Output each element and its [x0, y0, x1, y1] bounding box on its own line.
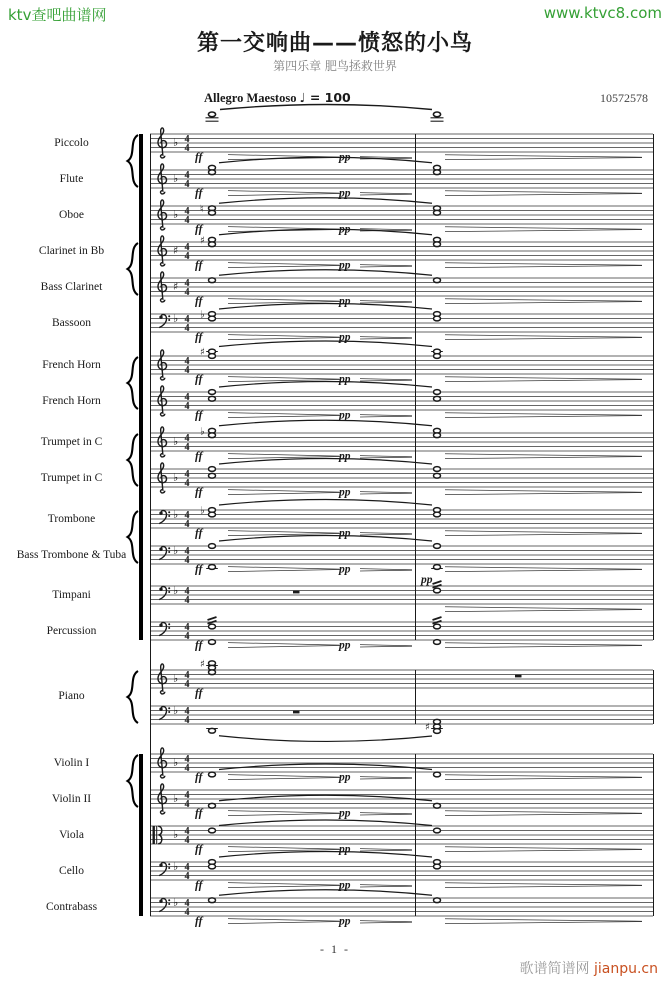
svg-text:4: 4 [184, 441, 190, 453]
barline [653, 754, 654, 916]
svg-text:ff: ff [195, 807, 203, 820]
svg-text:pp: pp [339, 223, 351, 236]
svg-text:♮: ♮ [200, 203, 204, 215]
staff-row-timpani [0, 574, 670, 613]
instrument-label: Piano [58, 690, 85, 702]
footer-site-url: jianpu.cn [593, 961, 658, 977]
svg-text:pp: pp [339, 879, 351, 892]
svg-text:ff: ff [195, 295, 203, 308]
svg-text:4: 4 [184, 250, 190, 262]
svg-text:♭: ♭ [173, 172, 179, 185]
svg-text:4: 4 [184, 554, 190, 566]
svg-text:4: 4 [184, 241, 190, 253]
staff-row-viola [0, 817, 670, 856]
staff-svg [145, 781, 655, 820]
svg-text:pp: pp [339, 843, 351, 856]
staff-rows [0, 125, 670, 928]
svg-text:ff: ff [195, 687, 203, 700]
svg-text:♭: ♭ [173, 435, 179, 448]
svg-text:4: 4 [184, 870, 190, 882]
svg-text:♭: ♭ [173, 860, 179, 873]
svg-text:4: 4 [184, 142, 190, 154]
instrument-label: Bass Clarinet [40, 281, 103, 293]
svg-text:pp: pp [339, 331, 351, 344]
svg-text:4: 4 [184, 169, 190, 181]
instrument-label: Percussion [46, 625, 97, 637]
svg-text:4: 4 [184, 906, 190, 918]
barline [415, 754, 416, 916]
instrument-label: Flute [59, 173, 84, 185]
staff-svg [145, 853, 655, 892]
instrument-label: Violin II [51, 793, 92, 805]
svg-text:pp: pp [339, 639, 351, 652]
brace-icon [125, 242, 139, 296]
svg-text:4: 4 [184, 364, 190, 376]
page-number: - 1 - [320, 942, 350, 956]
staff-svg [145, 197, 655, 236]
instrument-label: Cello [59, 865, 84, 877]
svg-text:♭: ♭ [173, 544, 179, 557]
svg-text:pp: pp [339, 771, 351, 784]
svg-text:ff: ff [195, 486, 203, 499]
svg-text:4: 4 [184, 861, 190, 873]
svg-text:4: 4 [184, 798, 190, 810]
svg-text:pp: pp [339, 486, 351, 499]
group-bracket [139, 134, 143, 640]
serial-number: 10572578 [600, 91, 648, 105]
svg-text:pp: pp [339, 450, 351, 463]
svg-text:pp: pp [339, 409, 351, 422]
svg-text:pp: pp [421, 574, 433, 586]
staff-svg [145, 658, 655, 700]
staff-svg [145, 125, 655, 164]
svg-text:4: 4 [184, 705, 190, 717]
svg-text:♭: ♭ [200, 309, 205, 321]
piccolo-high-notes [145, 88, 655, 125]
svg-text:4: 4 [184, 214, 190, 226]
svg-text:♯: ♯ [425, 722, 430, 733]
staff-svg [145, 305, 655, 344]
svg-text:4: 4 [184, 825, 190, 837]
svg-text:ff: ff [195, 843, 203, 856]
brace-icon [125, 433, 139, 487]
brace-icon [125, 356, 139, 410]
barline [653, 134, 654, 640]
svg-text:pp: pp [339, 527, 351, 540]
instrument-label: Viola [59, 829, 84, 841]
svg-text:pp: pp [339, 295, 351, 308]
instrument-label: Clarinet in Bb [38, 245, 105, 257]
svg-text:pp: pp [339, 807, 351, 820]
svg-text:4: 4 [184, 355, 190, 367]
barline [150, 134, 151, 916]
staff-row-piccolo [0, 125, 670, 164]
svg-text:♯: ♯ [173, 244, 179, 257]
svg-text:♭: ♭ [173, 136, 179, 149]
svg-text:ff: ff [195, 915, 203, 928]
instrument-label: Bass Trombone & Tuba [16, 549, 127, 561]
staff-row-violin-ii [0, 781, 670, 820]
metronome-mark: ♩ = 100 [299, 90, 351, 105]
svg-text:♭: ♭ [173, 896, 179, 909]
svg-text:♭: ♭ [173, 584, 179, 597]
svg-text:♯: ♯ [200, 235, 205, 247]
svg-text:♭: ♭ [173, 508, 179, 521]
staff-row-trumpet-in-c [0, 424, 670, 463]
svg-text:♭: ♭ [200, 426, 205, 438]
svg-text:♯: ♯ [200, 658, 205, 670]
svg-text:4: 4 [184, 714, 190, 726]
instrument-label: Oboe [59, 209, 84, 221]
tempo-strip [0, 88, 670, 125]
page-title: 第一交响曲——愤怒的小鸟 [196, 31, 473, 56]
staff-row-french-horn [0, 383, 670, 422]
group-bracket [139, 754, 143, 916]
staff-svg [145, 233, 655, 272]
svg-text:4: 4 [184, 753, 190, 765]
svg-text:4: 4 [184, 545, 190, 557]
staff-row-french-horn [0, 347, 670, 386]
staff-svg [145, 537, 655, 576]
svg-text:pp: pp [339, 151, 351, 164]
brace-icon [125, 670, 139, 724]
staff-svg [145, 269, 655, 308]
svg-text:♯: ♯ [200, 347, 205, 358]
svg-text:4: 4 [184, 178, 190, 190]
svg-text:♭: ♭ [173, 756, 179, 769]
svg-text:4: 4 [184, 834, 190, 846]
svg-text:4: 4 [184, 585, 190, 597]
instrument-label: French Horn [42, 359, 101, 371]
svg-text:ff: ff [195, 450, 203, 463]
svg-text:ff: ff [195, 563, 203, 576]
svg-text:♯: ♯ [173, 280, 179, 293]
svg-text:pp: pp [339, 187, 351, 200]
svg-text:pp: pp [339, 259, 351, 272]
svg-text:4: 4 [184, 322, 190, 334]
score-area [0, 88, 670, 928]
svg-text:♭: ♭ [173, 312, 179, 325]
svg-text:ff: ff [195, 639, 203, 652]
staff-svg [145, 424, 655, 463]
svg-text:ff: ff [195, 223, 203, 236]
svg-text:4: 4 [184, 518, 190, 530]
svg-text:4: 4 [184, 477, 190, 489]
svg-text:4: 4 [184, 432, 190, 444]
svg-text:pp: pp [339, 563, 351, 576]
instrument-label: French Horn [42, 395, 101, 407]
instrument-label: Trumpet in C [40, 472, 103, 484]
svg-text:4: 4 [184, 630, 190, 642]
footer-site-name: 歌谱简谱网 [519, 961, 594, 977]
staff-svg [145, 697, 655, 733]
instrument-label: Piccolo [54, 137, 89, 149]
staff-svg [145, 745, 655, 784]
brace-icon [125, 134, 139, 188]
page-subtitle: 第四乐章 肥鸟拯救世界 [273, 59, 397, 73]
svg-text:pp: pp [339, 373, 351, 386]
svg-text:4: 4 [184, 621, 190, 633]
svg-text:ff: ff [195, 771, 203, 784]
staff-row-bass-trombone-tuba [0, 537, 670, 576]
brace-icon [125, 754, 139, 808]
staff-row-percussion [0, 613, 670, 652]
barline [415, 670, 416, 724]
svg-text:♭: ♭ [200, 505, 205, 517]
svg-text:4: 4 [184, 400, 190, 412]
svg-text:♭: ♭ [173, 672, 179, 685]
staff-row-cello [0, 853, 670, 892]
svg-text:ff: ff [195, 259, 203, 272]
svg-text:♭: ♭ [173, 828, 179, 841]
barline [415, 134, 416, 640]
svg-text:4: 4 [184, 594, 190, 606]
svg-text:pp: pp [339, 915, 351, 928]
site-watermark-left: ktv查吧曲谱网 [8, 6, 107, 24]
svg-text:4: 4 [184, 391, 190, 403]
staff-row-violin-i [0, 745, 670, 784]
staff-row-contrabass [0, 889, 670, 928]
staff-row-flute [0, 161, 670, 200]
staff-row-trombone [0, 501, 670, 540]
svg-text:4: 4 [184, 509, 190, 521]
instrument-label: Trumpet in C [40, 436, 103, 448]
svg-text:ff: ff [195, 187, 203, 200]
svg-text:4: 4 [184, 762, 190, 774]
instrument-label: Bassoon [52, 317, 91, 329]
site-watermark-right: www.ktvc8.com [543, 4, 662, 22]
svg-text:♭: ♭ [173, 208, 179, 221]
footer-watermark [520, 958, 658, 978]
svg-text:4: 4 [184, 678, 190, 690]
staff-svg [145, 347, 655, 386]
instrument-label: Timpani [52, 589, 91, 601]
svg-text:ff: ff [195, 879, 203, 892]
staff-row-oboe [0, 197, 670, 236]
instrument-label: Contrabass [45, 901, 98, 913]
svg-text:4: 4 [184, 669, 190, 681]
svg-text:ff: ff [195, 373, 203, 386]
staff-svg [145, 574, 655, 613]
svg-text:4: 4 [184, 468, 190, 480]
instrument-label: Trombone [47, 513, 96, 525]
staff-svg [145, 383, 655, 422]
svg-text:ff: ff [195, 527, 203, 540]
svg-text:ff: ff [195, 151, 203, 164]
staff-row-bassoon [0, 305, 670, 344]
svg-text:4: 4 [184, 277, 190, 289]
staff-svg [145, 460, 655, 499]
svg-text:♭: ♭ [173, 704, 179, 717]
svg-text:♭: ♭ [173, 471, 179, 484]
svg-text:4: 4 [184, 205, 190, 217]
staff-svg [145, 889, 655, 928]
staff-svg [145, 817, 655, 856]
staff-row-trumpet-in-c [0, 460, 670, 499]
svg-text:ff: ff [195, 331, 203, 344]
svg-text:4: 4 [184, 133, 190, 145]
brace-icon [125, 510, 139, 564]
staff-row-bass-clarinet [0, 269, 670, 308]
svg-text:4: 4 [184, 897, 190, 909]
instrument-label: Violin I [53, 757, 90, 769]
staff-row-clarinet-in-bb [0, 233, 670, 272]
svg-text:4: 4 [184, 313, 190, 325]
staff-svg [145, 501, 655, 540]
staff-row-piano [0, 658, 670, 702]
svg-text:ff: ff [195, 409, 203, 422]
svg-text:4: 4 [184, 789, 190, 801]
svg-text:♭: ♭ [173, 792, 179, 805]
staff-svg [145, 613, 655, 652]
staff-svg [145, 161, 655, 200]
barline [653, 670, 654, 724]
tempo-text: Allegro Maestoso [204, 91, 297, 105]
svg-text:4: 4 [184, 286, 190, 298]
